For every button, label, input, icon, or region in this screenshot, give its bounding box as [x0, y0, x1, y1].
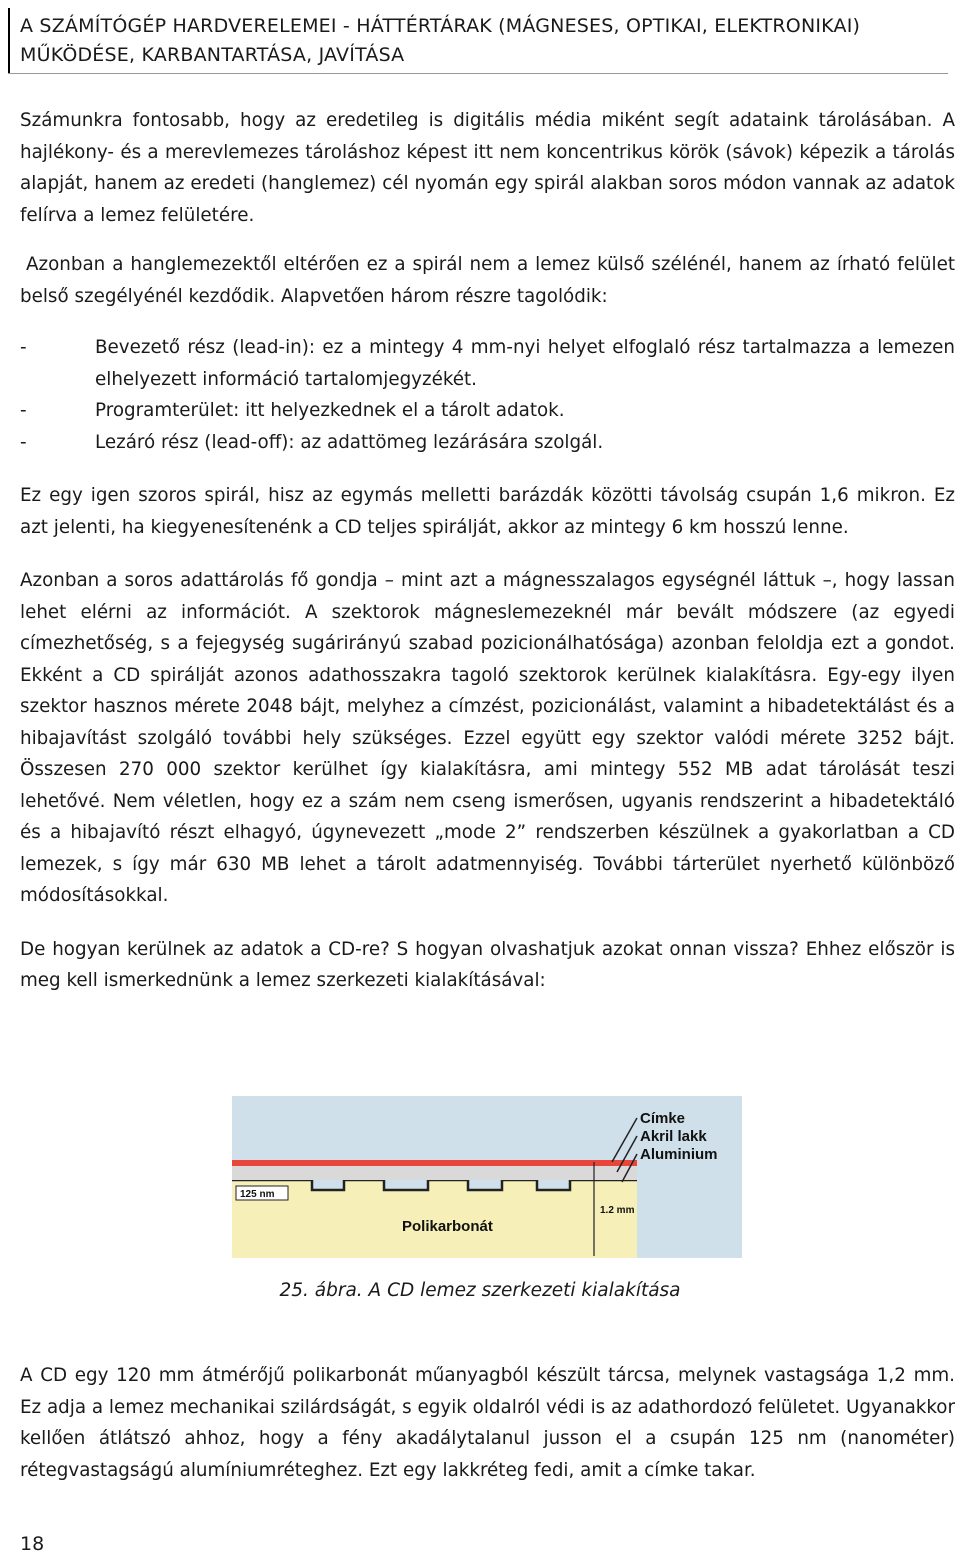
paragraph-2: Azonban a hanglemezektől eltérően ez a spirál nem a lemez külső szélénél, hanem az írható felület belső szegélyénél kezdődik. Alapvetően három részre tagolódik: [20, 254, 955, 307]
label-cimke: Címke [640, 1110, 686, 1127]
label-aluminium: Aluminium [640, 1146, 718, 1163]
paragraph-3: Ez egy igen szoros spirál, hisz az egymás melletti barázdák közötti távolság csupán 1,6 mikron. Ez azt jelenti, ha kiegyenesítenénk a CD teljes spirálját, akkor az mintegy 6 km hosszú lenne. [20, 485, 955, 538]
label-polikarbonat: Polikarbonát [402, 1218, 493, 1235]
main-content [20, 105, 955, 997]
dash-marker: - [20, 337, 27, 358]
list-item-text: Lezáró rész (lead-off): az adattömeg lezárására szolgál. [95, 431, 604, 453]
list-item-text: Bevezető rész (lead-in): ez a mintegy 4 mm-nyi helyet elfoglaló rész tartalmazza a lemezen elhelyezett információ tartalomjegyzékét. [95, 337, 955, 390]
paragraph-5: De hogyan kerülnek az adatok a CD-re? S hogyan olvashatjuk azokat onnan vissza? Ehhez először is meg kell ismerkednünk a lemez szerkezeti kialakításával: [20, 938, 955, 991]
list-item [20, 427, 955, 459]
lacquer-layer [232, 1166, 637, 1180]
paragraph-6: A CD egy 120 mm átmérőjű polikarbonát műanyagból készült tárcsa, melynek vastagsága 1,2 mm. Ez adja a lemez mechanikai szilárdságát, s egyik oldalról védi is az adathordozó felületet. Ugyanakkor kellően átlátszó ahhoz, hogy a fény akadálytalanul jusson el a csupán 125 nm (nanométer) rétegvastagságú alumíniumréteghez. Ezt egy lakkréteg fedi, amit a címke takar. [20, 1365, 956, 1481]
cd-structure-figure [232, 1096, 742, 1258]
header-left-rule [8, 8, 10, 74]
dash-list [20, 332, 955, 458]
page-header [20, 12, 945, 70]
header-line-2: MŰKÖDÉSE, KARBANTARTÁSA, JAVÍTÁSA [20, 44, 405, 66]
figure-caption: 25. ábra. A CD lemez szerkezeti kialakítása [279, 1280, 681, 1301]
page-number: 18 [20, 1533, 45, 1555]
label-layer [232, 1160, 637, 1166]
list-item-text: Programterület: itt helyezkednek el a tárolt adatok. [95, 400, 565, 421]
list-item [20, 332, 955, 395]
dash-marker: - [20, 431, 27, 453]
label-125nm: 125 nm [240, 1189, 275, 1200]
polycarbonate-pits [232, 1180, 637, 1204]
dash-marker: - [20, 400, 27, 421]
paragraph-1: Számunkra fontosabb, hogy az eredetileg is digitális média miként segít adataink tárolásában. A hajlékony- és a merevlemezes tároláshoz képest itt nem koncentrikus körök (sávok) képezik a tárolás alapját, hanem az eredeti (hanglemez) cél nyomán egy spirál alakban soros módon vannak az adatok felírva a lemez felületére. [20, 110, 955, 226]
list-item [20, 395, 955, 427]
cd-structure-diagram [232, 1096, 742, 1258]
header-line-1: A SZÁMÍTÓGÉP HARDVERELEMEI - HÁTTÉRTÁRAK (MÁGNESES, OPTIKAI, ELEKTRONIKAI) [20, 15, 861, 37]
label-1-2mm: 1.2 mm [600, 1205, 635, 1216]
header-underline [8, 73, 948, 74]
label-akril-lakk: Akril lakk [640, 1128, 707, 1145]
paragraph-4: Azonban a soros adattárolás fő gondja – mint azt a mágnesszalagos egységnél láttuk –, hogy lassan lehet elérni az információt. A szektorok mágneslemezeknél már bevált módszere (az egyedi címezhetőség, s a fejegység sugárirányú szabad pozicionálhatósága) azonban feloldja ezt a gondot. Ekként a CD spirálját azonos adathosszakra tagoló szektorok kerülnek kialakításra. Egy-egy ilyen szektor hasznos mérete 2048 bájt, melyhez a címzést, pozicionálást, valamint a hibadetektálást és a hibajavítást szolgáló további hely szükséges. Ezzel együtt egy szektor valódi mérete 3252 bájt. Összesen 270 000 szektor kerülhet így kialakításra, ami mintegy 552 MB adat tárolását teszi lehetővé. Nem véletlen, hogy ez a szám nem cseng ismerősen, ugyanis rendszerint a hibadetektáló és a hibajavító részt elhagyó, úgynevezett „mode 2” rendszerben készülnek a gyakorlatban a CD lemezek, s így már 630 MB lehet a tárolt adatmennyiség. További tárterület nyerhető különböző módosításokkal. [20, 570, 955, 906]
